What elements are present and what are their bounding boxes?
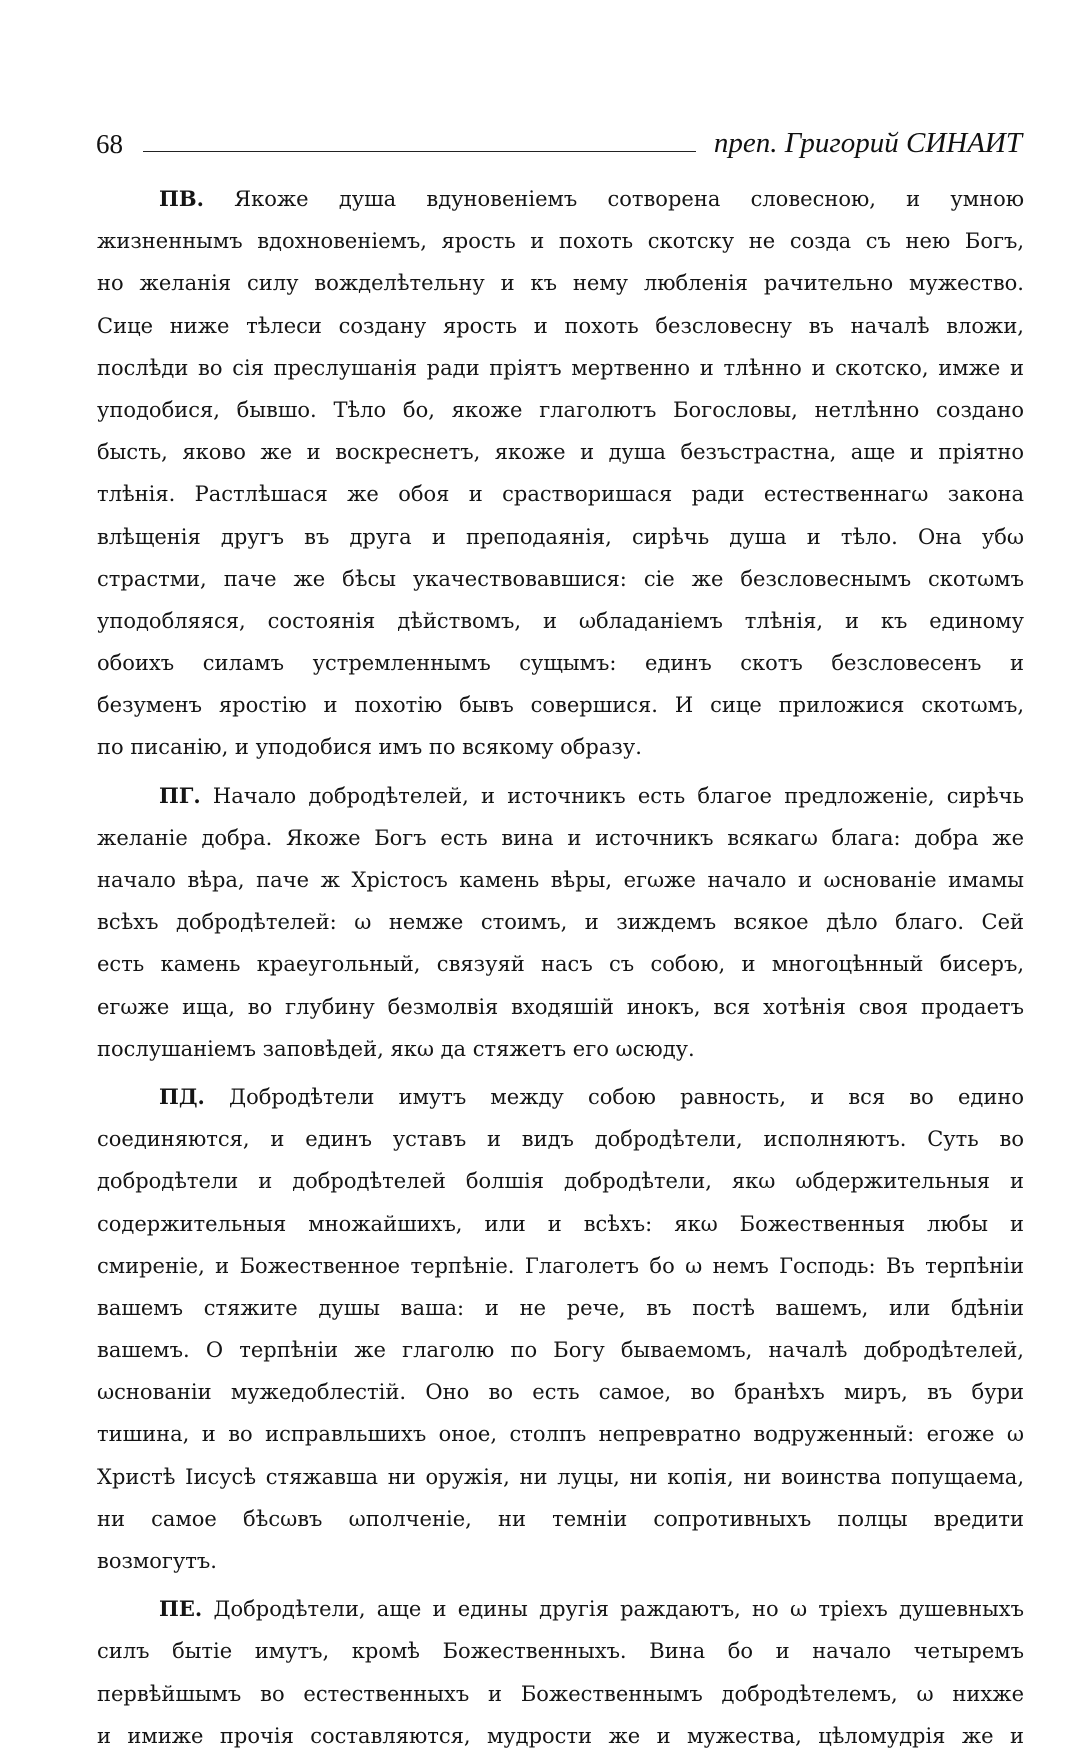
text-line: Христѣ Iисусѣ стяжавша ни оружiя, ни луцы, ни копiя, ни воинства попущаема, [97,1464,1024,1489]
text-line: страстми, паче же бѣсы укачествовавшися: сiе же безсловеснымъ скотωмъ [97,566,1024,591]
text-line: всѣхъ добродѣтелей: ω немже стоимъ, и зиждемъ всякое дѣло благо. Сей [97,910,1024,935]
text-line: содержительныя множайшихъ, или и всѣхъ: якω Божественныя любы и [97,1211,1024,1236]
text-line: влѣщенiя другъ въ друга и преподаянiя, сирѣчь душа и тѣло. Она убω [97,524,1024,549]
text-line: ПВ. Якоже душа вдуновенiемъ сотворена словесною, и умною [159,186,1024,211]
text-line: начало вѣра, паче ж Хрiстосъ камень вѣры, егωже начало и ωснованiе имамы [97,868,1024,892]
text-line: ПД. Добродѣтели имутъ между собою равность, и вся во едино [159,1083,1024,1109]
text-line: ПЕ. Добродѣтели, аще и едины другiя раждаютъ, но ω трiехъ душевныхъ [159,1596,1024,1622]
text-line: егωже ища, во глубину безмолвiя входяшiй инокъ, вся хотѣнiя своя продаетъ [97,994,1024,1019]
text-line: послѣди во сiя преслушанiя ради прiятъ мертвенно и тлѣнно и скотско, имже и [97,355,1024,380]
page-body [97,178,1024,1763]
text-line: первѣйшымъ во естественныхъ и Божественнымъ добродѣтелемъ, ω нихже [97,1681,1024,1706]
text-line: безуменъ яростiю и похотiю бывъ совершися. И сице приложися скотωмъ, [97,693,1024,718]
text-line: вашемъ стяжите душы ваша: и не рече, въ постѣ вашемъ, или бдѣнiи [97,1295,1024,1320]
text-line: жизненнымъ вдохновенiемъ, ярость и похоть скотску не созда съ нею Богъ, [97,229,1024,254]
text-line: силъ бытiе имутъ, кромѣ Божественныхъ. Вина бо и начало четыремъ [97,1639,1024,1664]
text-line: есть камень краеугольный, связуяй насъ съ собою, и многоцѣнный бисеръ, [97,952,1024,977]
text-line: ωснованiи мужедоблестiй. Оно во есть самое, во бранѣхъ миръ, въ бури [97,1380,1024,1405]
text-line: и имиже прочiя составляются, мудрости же и мужества, цѣломудрiя же и [97,1723,1024,1748]
text-line: ни самое бѣсωвъ ωполченiе, ни темнiи сопротивныхъ полцы вредити [97,1506,1024,1531]
page-number: 68 [96,129,123,159]
chapter-number: ПД. [159,1083,205,1109]
text-line: ПГ. Начало добродѣтелей, и источникъ есть благое предложенiе, сирѣчь [159,782,1024,808]
text-line: но желанiя силу вожделѣтельну и къ нему любленiя рачительно мужество. [97,271,1024,296]
text-line: уподобися, бывшо. Тѣло бо, якоже глаголютъ Богословы, нетлѣнно создано [97,397,1024,422]
running-title: преп. Григорий СИНАИТ [713,127,1022,159]
chapter-number: ПВ. [159,186,204,211]
chapter-pg [97,775,1024,1070]
text-line: вашемъ. О терпѣнiи же глаголю по Богу бываемомъ, началѣ добродѣтелей, [97,1338,1024,1363]
text-line: смиренiе, и Божественное терпѣнiе. Глаголетъ бо ω немъ Господь: Въ терпѣнiи [97,1253,1024,1278]
header-rule [143,151,696,152]
chapter-pd [97,1076,1024,1582]
text-line: бысть, яково же и воскреснетъ, якоже и душа безъстрастна, аще и прiятно [97,440,1024,465]
text-line: по писанiю, и уподобися имъ по всякому образу. [97,735,642,760]
text-line: тишина, и во исправльшихъ оное, столпъ непревратно водруженный: егоже ω [97,1422,1024,1447]
text-line: тлѣнiя. Растлѣшася же обоя и срастворишася ради естественнагω закона [97,482,1024,507]
text-line: Сице ниже тѣлеси создану ярость и похоть безсловесну въ началѣ вложи, [97,313,1024,338]
text-line: добродѣтели и добродѣтелей болшiя добродѣтели, якω ωбдержительныя и [97,1169,1024,1194]
chapter-pe [97,1588,1024,1757]
text-line: уподобляяся, состоянiя дѣйствомъ, и ωбладанiемъ тлѣнiя, и къ единому [97,608,1024,633]
chapter-number: ПГ. [159,782,201,808]
text-line: послушанiемъ заповѣдей, якω да стяжетъ его ωсюду. [97,1036,695,1061]
text-line: обоихъ силамъ устремленнымъ сущымъ: единъ скотъ безсловесенъ и [97,651,1024,676]
text-line: соединяются, и единъ уставъ и видъ добродѣтели, исполняютъ. Суть во [97,1127,1024,1152]
page-header [96,118,1022,158]
chapter-pv [97,178,1024,769]
text-line: желанiе добра. Якоже Богъ есть вина и источникъ всякагω блага: добра же [97,825,1024,850]
chapter-number: ПЕ. [159,1596,203,1622]
text-line: возмогутъ. [97,1549,217,1573]
